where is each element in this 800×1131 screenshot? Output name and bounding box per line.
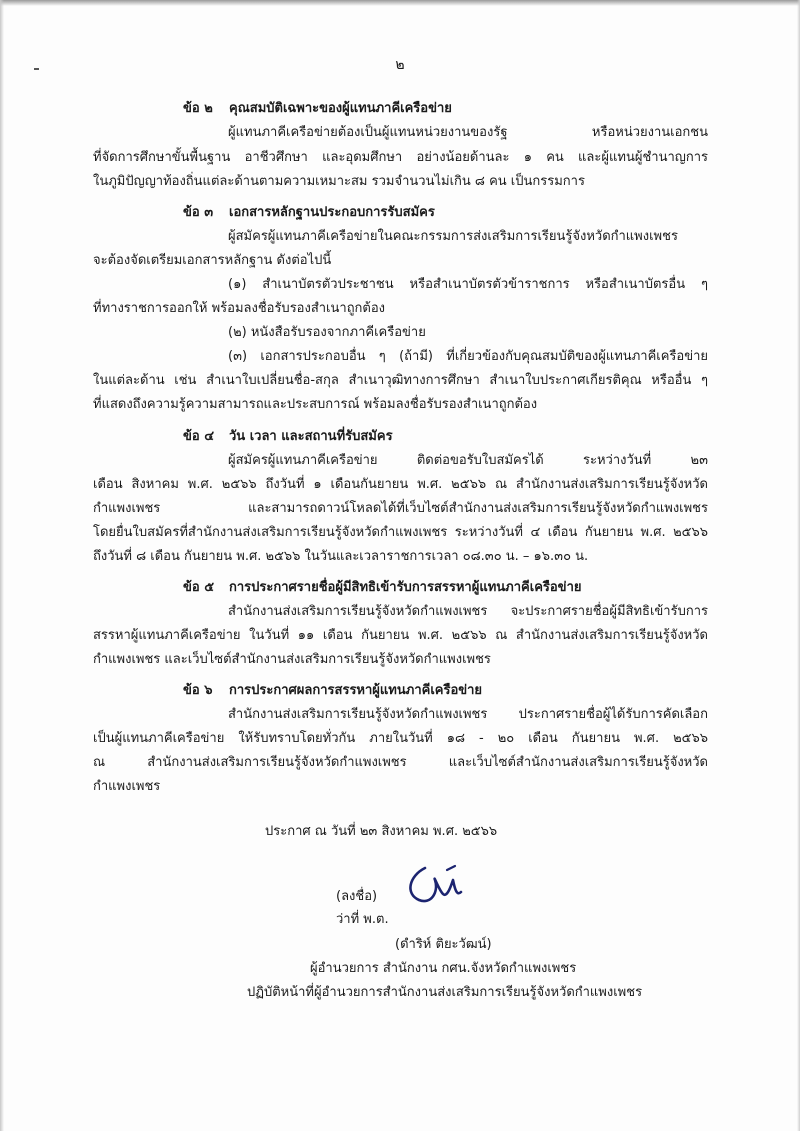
signer-rank: ว่าที่ พ.ต. [336, 912, 389, 927]
paragraph-line: จะต้องจัดเตรียมเอกสารหลักฐาน ดังต่อไปนี้ [93, 253, 332, 268]
paragraph-line: สำนักงานส่งเสริมการเรียนรู้จังหวัดกำแพงเพชร จะประกาศรายชื่อผู้มีสิทธิเข้ารับการ [228, 604, 708, 619]
paragraph-line: สรรหาผู้แทนภาคีเครือข่าย ในวันที่ ๑๑ เดือน กันยายน พ.ศ. ๒๕๖๖ ณ สำนักงานส่งเสริมการเรียนรู้จังหวัด [93, 628, 708, 643]
scan-left-edge [0, 0, 4, 1131]
signature-label: (ลงชื่อ) [336, 889, 378, 904]
paragraph-line: กำแพงเพชร และเว็บไซต์สำนักงานส่งเสริมการเรียนรู้จังหวัดกำแพงเพชร [93, 652, 491, 667]
paragraph-line: กำแพงเพชร [93, 779, 161, 794]
list-item-line: ที่ทางราชการออกให้ พร้อมลงชื่อรับรองสำเนาถูกต้อง [93, 301, 386, 316]
list-item-line: ในแต่ละด้าน เช่น สำเนาใบเปลี่ยนชื่อ-สกุล สำเนาวุฒิทางการศึกษา สำเนาใบประกาศเกียรติคุณ หรืออื่น ๆ [93, 373, 708, 388]
paragraph-line: ผู้สมัครผู้แทนภาคีเครือข่าย ติดต่อขอรับใบสมัครได้ ระหว่างวันที่ ๒๓ [228, 453, 708, 468]
signer-name: (ดำริห์ ติยะวัฒน์) [395, 937, 492, 952]
list-item-line: ที่แสดงถึงความรู้ความสามารถและประสบการณ์ พร้อมลงชื่อรับรองสำเนาถูกต้อง [93, 397, 538, 412]
signer-position: ผู้อำนวยการ สำนักงาน กศน.จังหวัดกำแพงเพชร [310, 961, 577, 976]
section-number: ข้อ ๔ [183, 429, 215, 444]
section-heading [183, 100, 452, 118]
section-title: คุณสมบัติเฉพาะของผู้แทนภาคีเครือข่าย [229, 101, 452, 116]
list-item-line: (๓) เอกสารประกอบอื่น ๆ (ถ้ามี) ที่เกี่ยวข้องกับคุณสมบัติของผู้แทนภาคีเครือข่าย [228, 349, 708, 364]
section-number: ข้อ ๓ [183, 205, 214, 220]
list-item-line: (๑) สำเนาบัตรตัวประชาชน หรือสำเนาบัตรตัวข้าราชการ หรือสำเนาบัตรอื่น ๆ [228, 277, 708, 292]
announcement-date: ประกาศ ณ วันที่ ๒๓ สิงหาคม พ.ศ. ๒๕๖๖ [265, 824, 498, 839]
paragraph-line: ในภูมิปัญญาท้องถิ่นแต่ละด้านตามความเหมาะสม รวมจำนวนไม่เกิน ๘ คน เป็นกรรมการ [93, 174, 585, 189]
paragraph-line: เป็นผู้แทนภาคีเครือข่าย ให้รับทราบโดยทั่วกัน ภายในวันที่ ๑๘ - ๒๐ เดือน กันยายน พ.ศ. ๒๕๖๖ [93, 731, 708, 746]
scan-top-edge [0, 0, 800, 6]
section-number: ข้อ ๒ [183, 101, 213, 116]
section-title: เอกสารหลักฐานประกอบการรับสมัคร [229, 205, 435, 220]
paragraph-line: เดือน สิงหาคม พ.ศ. ๒๕๖๖ ถึงวันที่ ๑ เดือนกันยายน พ.ศ. ๒๕๖๖ ณ สำนักงานส่งเสริมการเรียนรู้จังหวัด [93, 477, 708, 492]
section-heading [183, 579, 582, 597]
paragraph-line: สำนักงานส่งเสริมการเรียนรู้จังหวัดกำแพงเพชร ประกาศรายชื่อผู้ได้รับการคัดเลือก [228, 707, 708, 722]
paragraph-line: ผู้สมัครผู้แทนภาคีเครือข่ายในคณะกรรมการส่งเสริมการเรียนรู้จังหวัดกำแพงเพชร [228, 229, 678, 244]
handwritten-signature [395, 860, 475, 910]
paragraph-line: ที่จัดการศึกษาขั้นพื้นฐาน อาชีวศึกษา และอุดมศึกษา อย่างน้อยด้านละ ๑ คน และผู้แทนผู้ชำนาญการ [93, 150, 708, 165]
section-heading [183, 204, 435, 222]
section-number: ข้อ ๕ [183, 580, 215, 595]
signer-acting-position: ปฏิบัติหน้าที่ผู้อำนวยการสำนักงานส่งเสริมการเรียนรู้จังหวัดกำแพงเพชร [247, 985, 643, 1000]
paragraph-line: ณ สำนักงานส่งเสริมการเรียนรู้จังหวัดกำแพงเพชร และเว็บไซต์สำนักงานส่งเสริมการเรียนรู้จังหวัด [93, 755, 708, 770]
section-title: การประกาศรายชื่อผู้มีสิทธิเข้ารับการสรรหาผู้แทนภาคีเครือข่าย [229, 580, 582, 595]
section-number: ข้อ ๖ [183, 683, 213, 698]
section-heading [183, 428, 393, 446]
paragraph-line: ผู้แทนภาคีเครือข่ายต้องเป็นผู้แทนหน่วยงานของรัฐ หรือหน่วยงานเอกชน [228, 125, 708, 140]
section-title: วัน เวลา และสถานที่รับสมัคร [229, 429, 393, 444]
paragraph-line: ถึงวันที่ ๘ เดือน กันยายน พ.ศ. ๒๕๖๖ ในวันและเวลาราชการเวลา ๐๘.๓๐ น. – ๑๖.๓๐ น. [93, 549, 589, 564]
section-title: การประกาศผลการสรรหาผู้แทนภาคีเครือข่าย [229, 683, 483, 698]
paragraph-line: กำแพงเพชร และสามารถดาวน์โหลดได้ที่เว็บไซต์สำนักงานส่งเสริมการเรียนรู้จังหวัดกำแพงเพชร [93, 501, 708, 516]
page-number: ๒ [395, 57, 405, 73]
paragraph-line: โดยยื่นใบสมัครที่สำนักงานส่งเสริมการเรียนรู้จังหวัดกำแพงเพชร ระหว่างวันที่ ๔ เดือน กันยายน พ.ศ. ๒๕๖๖ [93, 525, 708, 540]
list-item-line: (๒) หนังสือรับรองจากภาคีเครือข่าย [228, 325, 426, 340]
section-heading [183, 682, 482, 700]
